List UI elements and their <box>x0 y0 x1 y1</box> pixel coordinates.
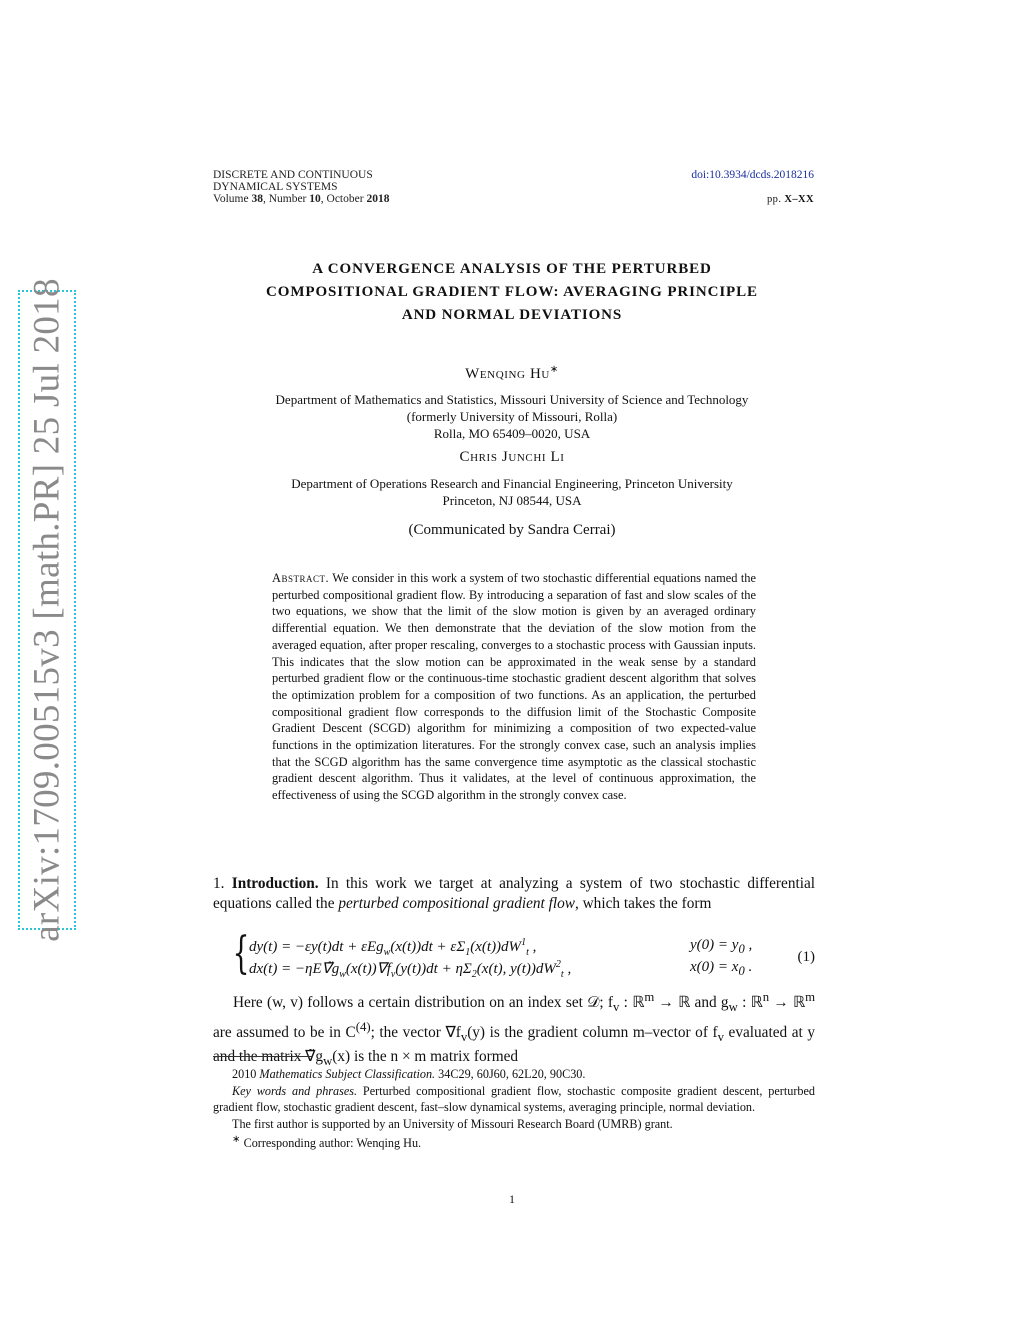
footnotes <box>213 1066 815 1152</box>
issue-number: 10 <box>309 193 321 205</box>
year: 2018 <box>366 193 390 205</box>
section-heading: Introduction. <box>231 875 319 892</box>
author-affiliation: Department of Operations Research and Financial Engineering, Princeton University Princeton, NJ 08544, USA <box>291 476 733 508</box>
title-line: AND NORMAL DEVIATIONS <box>401 307 623 323</box>
journal-name-line1: DISCRETE AND CONTINUOUS <box>213 169 373 181</box>
equation-line-dy: $dy(t) = -\varepsilon y(t)dt + \varepsilon Eg_w(x(t))dt + \varepsilon\Sigma_1(x(t))dW^1_t$ , <box>249 937 537 958</box>
volume-line: Volume 38, Number 10, October 2018 <box>213 193 390 205</box>
keywords-footnote: Key words and phrases. Perturbed compositional gradient flow, stochastic composite gradient descent, perturbed gradient flow, stochastic gradient descent, fast–slow dynamical systems, averaging principle, normal deviation. <box>213 1083 815 1115</box>
journal-name-line2: DYNAMICAL SYSTEMS <box>213 181 338 193</box>
author-name: Wenqing Hu∗ <box>465 364 559 382</box>
support-footnote: The first author is supported by an University of Missouri Research Board (UMRB) grant. <box>232 1116 673 1131</box>
page-range: pp. X–XX <box>767 194 814 205</box>
initial-condition-x: $x(0) = x_0$ . <box>690 959 753 978</box>
equation-number: (1) <box>797 949 815 965</box>
title-line: A CONVERGENCE ANALYSIS OF THE PERTURBED <box>312 261 712 277</box>
intro-paragraph: 1. Introduction. In this work we target at analyzing a system of two stochastic differential equations called the perturbed compositional gradient flow, which takes the form <box>213 875 816 912</box>
body-paragraph: Here (w, v) follows a certain distribution on an index set 𝒟; $f_v$ : ℝ$^m$ → ℝ and $g_w$ : ℝ$^n$ → ℝ$^m$ are assumed to be in $C^{(4)}$; the vector $\nabla f_v(y)$ is the gradient column m–vector of $f_v$ evaluated at y and the matrix $\nablãg_w(x)$ is the n × m matrix formed <box>213 990 816 1069</box>
author-affiliation: Department of Mathematics and Statistics, Missouri University of Science and Technology (formerly University of Missouri, Rolla) Rolla, MO 65409–0020, USA <box>275 392 749 441</box>
left-brace: { <box>232 928 250 979</box>
abstract-label: Abstract. <box>272 571 330 585</box>
volume-number: 38 <box>251 193 263 205</box>
paper-title <box>200 258 824 327</box>
journal-header <box>213 169 389 205</box>
author-name: Chris Junchi Li <box>459 449 565 465</box>
footnote-rule <box>213 1056 313 1057</box>
communicated-by: (Communicated by Sandra Cerrai) <box>408 522 616 538</box>
doi-header <box>691 169 814 205</box>
abstract-text: We consider in this work a system of two stochastic differential equations named the perturbed compositional gradient flow. By introducing a separation of fast and slow scales of the two equations, we show that the limit of the slow motion is given by an averaged ordinary differential equation. We then demonstrate that the deviation of the slow motion from the averaged equation, after proper rescaling, converges to a stochastic process with Gaussian inputs. This indicates that the slow motion can be approximated in the weak sense by a standard perturbed gradient flow or the continuous-time stochastic gradient descent algorithm that solves the optimization problem for a composition of two functions. As an application, the perturbed compositional gradient flow corresponds to the diffusion limit of the Stochastic Composite Gradient Descent (SCGD) algorithm for minimizing a composition of two expected-value functions in the optimization literatures. For the strongly convex case, such an analysis implies that the SCGD algorithm has the same convergence time asymptotic as the classical stochastic gradient descent algorithm. Thus it validates, at the level of continuous approximation, the effectiveness of using the SCGD algorithm in the strongly convex case. <box>272 571 757 803</box>
title-line: COMPOSITIONAL GRADIENT FLOW: AVERAGING PRINCIPLE <box>266 284 758 300</box>
doi-link[interactable]: doi:10.3934/dcds.2018216 <box>691 169 814 181</box>
abstract <box>272 570 756 804</box>
arxiv-stamp <box>18 278 76 942</box>
initial-condition-y: $y(0) = y_0$ , <box>690 937 753 956</box>
arxiv-identifier: arXiv:1709.00515v3 [math.PR] 25 Jul 2018 <box>26 278 68 942</box>
equation-line-dx: $dx(t) = -\eta E\nablãg_w(x(t))\nabla f_v(y(t))dt + \eta\Sigma_2(x(t)$, $y(t))dW^2_t$ , <box>249 959 572 980</box>
msc-footnote: 2010 Mathematics Subject Classification. 34C29, 60J60, 62L20, 90C30. <box>232 1067 586 1081</box>
corresponding-footnote: ∗ Corresponding author: Wenqing Hu. <box>232 1134 422 1151</box>
equation-1 <box>213 928 815 981</box>
page-number: 1 <box>509 1192 515 1206</box>
